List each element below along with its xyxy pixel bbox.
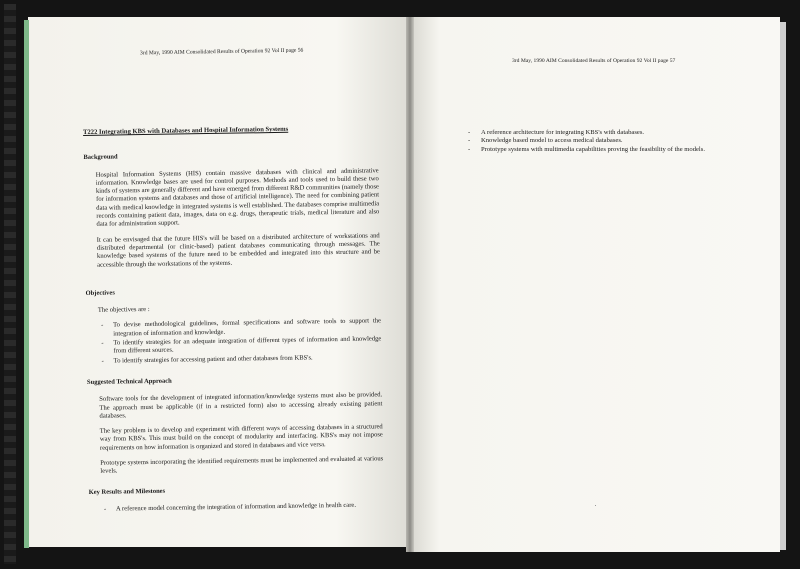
result-text: A reference model concerning the integration of information and knowledge in health care.	[115, 501, 357, 513]
background-paragraph-2: It can be envisaged that the future HIS's will be based on a distributed architecture of workstations and distributed departmental (or clinic-based) patient databases communicating through messages. The knowledge based systems of the future need to be embedded and integrated into this structure and be accessible through the workstations of the systems.	[96, 232, 381, 269]
list-item	[468, 129, 768, 137]
bullet-dash: -	[101, 322, 104, 330]
left-page-header: 3rd May, 1990 AIM Consolidated Results of Operation 92 Vol II page 56	[139, 47, 304, 57]
right-page-content	[468, 129, 768, 154]
results-list-continued	[468, 129, 768, 154]
objectives-intro: The objectives are :	[97, 306, 150, 314]
book-gutter	[406, 17, 414, 552]
objective-text: To identify strategies for accessing patient and other databases from KBS's.	[113, 354, 313, 365]
approach-paragraph-2: The key problem is to develop and experiment with different ways of accessing databases in a structured way from KBS's. This must build on the concept of modularity and interfacing. KBS's may not impose requirements on how information is organized and stored in databases and vice versa.	[99, 423, 383, 452]
result-text: A reference architecture for integrating KBS's with databases.	[481, 129, 645, 136]
list-item	[468, 146, 768, 154]
right-page-header: 3rd May, 1990 AIM Consolidated Results of Operation 92 Vol II page 57	[512, 58, 676, 64]
list-item	[89, 501, 384, 514]
scan-scale-bar	[4, 4, 16, 564]
background-paragraph-1: Hospital Information Systems (HIS) contain massive databases with clinical and administrative information. Knowledge bases are used for control purposes. Methods and tools used to build these two kinds of systems are generally different and have emerged from different R&D communities (namely those for information systems and databases and those of artificial intelligence). The need for combining patient data with medical knowledge in integrated systems is well established. The databases comprise multimedia records containing patient data, images, data on e.g. drugs, therapeutic trials, medical literature and also data for administration support.	[95, 166, 380, 229]
section-title: T222 Integrating KBS with Databases and Hospital Information Systems	[83, 125, 289, 136]
bullet-dash: -	[101, 357, 104, 365]
bullet-dash: -	[468, 145, 471, 153]
page-stack-edge	[780, 22, 786, 550]
objectives-heading: Objectives	[85, 289, 115, 297]
results-heading: Key Results and Milestones	[88, 487, 166, 496]
approach-paragraph-3: Prototype systems incorporating the identified requirements must be implemented and evaluated at various levels.	[100, 455, 384, 476]
result-text: Prototype systems with multimedia capabilities proving the feasibility of the models.	[481, 145, 705, 153]
list-item	[468, 137, 768, 145]
objective-text: To devise methodological guidelines, formal specifications and software tools to support the integration of information and knowledge.	[113, 317, 382, 338]
result-text: Knowledge based model to access medical databases.	[481, 137, 623, 145]
objective-text: To identify strategies for an adequate integration of different types of information and knowledge from different sources.	[113, 335, 382, 355]
bullet-dash: -	[468, 129, 471, 136]
background-heading: Background	[83, 153, 118, 162]
paper-speck	[595, 505, 596, 506]
results-list	[89, 501, 384, 514]
bullet-dash: -	[468, 137, 471, 145]
left-page-content	[83, 124, 384, 527]
page-edge-green	[24, 20, 29, 548]
bullet-dash: -	[103, 505, 107, 513]
right-page	[410, 17, 780, 552]
approach-heading: Suggested Technical Approach	[86, 377, 172, 386]
approach-paragraph-1: Software tools for the development of integrated information/knowledge systems must also be provided. The approach must be applicable (if in a restricted form) also to accessing already existing patient databases.	[99, 391, 383, 420]
left-page	[28, 17, 413, 547]
bullet-dash: -	[101, 339, 104, 347]
objectives-list	[86, 318, 382, 366]
